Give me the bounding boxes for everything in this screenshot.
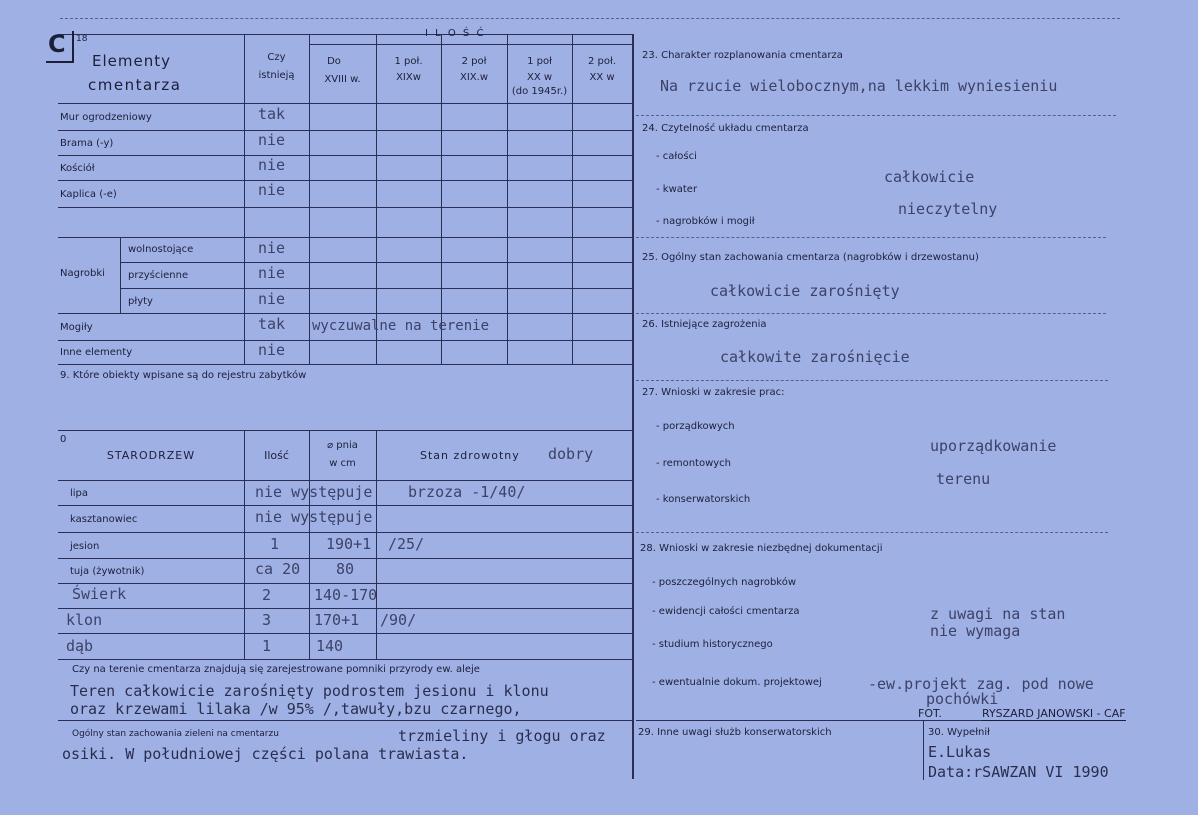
- row-value-kosciol: nie: [258, 156, 286, 174]
- col-p19-2-a: 2 poł: [461, 56, 487, 67]
- q30-date: Data:rSAWZAN VI 1990: [928, 763, 1109, 781]
- row-value-mur: tak: [258, 105, 286, 123]
- tree-name: dąb: [66, 637, 94, 655]
- mogily-label: Mogiły: [60, 322, 93, 333]
- inne-label: Inne elementy: [60, 347, 133, 358]
- q27-item: - remontowych: [656, 458, 731, 469]
- nagrobki-row-label-2: przyścienne: [128, 270, 189, 281]
- q28-item: - poszczególnych nagrobków: [652, 577, 797, 588]
- col-p20-1-b: XX w: [526, 72, 553, 83]
- q28-item: - ewentualnie dokum. projektowej: [652, 677, 822, 688]
- q30-name: E.Lukas: [928, 743, 992, 761]
- title-line1: Elementy: [92, 52, 171, 70]
- row-label-kosciol: Kościół: [60, 163, 95, 174]
- tree-name: lipa: [70, 488, 89, 499]
- pomniki-line1: Teren całkowicie zarośnięty podrostem jesionu i klonu: [70, 682, 549, 700]
- q28-label: 28. Wnioski w zakresie niezbędnej dokumentacji: [640, 543, 883, 554]
- row-label-brama: Brama (-y): [60, 138, 114, 149]
- col-p20-2-b: XX w: [589, 72, 615, 83]
- tree-pnia: 170+1: [314, 611, 360, 629]
- q26-label: 26. Istniejące zagrożenia: [642, 319, 767, 330]
- section-letter: C: [48, 30, 66, 58]
- nagrobki-row-value-2: nie: [258, 264, 286, 282]
- tree-stan: /25/: [388, 535, 425, 553]
- q28-item: - ewidencji całości cmentarza: [652, 606, 800, 617]
- tree-stan: brzoza -1/40/: [408, 483, 526, 501]
- q28-item: - studium historycznego: [652, 639, 773, 650]
- q24-value2: nieczytelny: [898, 200, 998, 218]
- q23-label: 23. Charakter rozplanowania cmentarza: [642, 50, 843, 61]
- q25-value: całkowicie zarośnięty: [710, 282, 900, 300]
- pomniki-label: Czy na terenie cmentarza znajdują się zarejestrowane pomniki przyrody ew. aleje: [72, 664, 480, 675]
- q27-value1: uporządkowanie: [930, 437, 1057, 455]
- tree-pnia: 140-170: [314, 586, 378, 604]
- tree-ilosc: nie występuje: [255, 483, 373, 501]
- q28-value4: pochówki: [926, 690, 999, 708]
- zielen-line2: osiki. W południowej części polana trawiasta.: [62, 745, 469, 763]
- tree-name: jesion: [70, 541, 100, 552]
- starodrzew-col-ilosc: Ilość: [264, 449, 289, 462]
- starodrzew-col-stan: Stan zdrowotny: [420, 449, 520, 462]
- q28-value1: z uwagi na stan: [930, 605, 1066, 623]
- nagrobki-row-label-3: płyty: [128, 296, 153, 307]
- pomniki-line2: oraz krzewami lilaka /w 95% /,tawuły,bzu czarnego,: [70, 700, 522, 718]
- tree-ilosc: ca 20: [255, 560, 301, 578]
- starodrzew-col-pnia-2: w cm: [329, 458, 356, 469]
- q27-item: - porządkowych: [656, 421, 735, 432]
- tree-name: Świerk: [72, 585, 127, 603]
- mogily-note: wyczuwalne na terenie: [312, 318, 490, 334]
- col-p20-2-a: 2 poł.: [587, 56, 617, 67]
- col-p20-1-a: 1 poł: [527, 56, 552, 67]
- tree-pnia: 190+1: [326, 535, 372, 553]
- starodrzew-title: STARODRZEW: [106, 449, 196, 462]
- q24-item: - całości: [656, 151, 697, 162]
- q24-item: - nagrobków i mogił: [656, 216, 755, 227]
- starodrzew-col-pnia-1: ⌀ pnia: [327, 440, 358, 451]
- tree-ilosc: 1: [270, 535, 280, 553]
- zielen-label: Ogólny stan zachowania zieleni na cmentarzu: [72, 729, 279, 739]
- q19-label: 9. Które obiekty wpisane są do rejestru zabytków: [60, 370, 307, 381]
- starodrzew-num: 0: [60, 434, 67, 445]
- q28-value3: -ew.projekt zag. pod nowe: [868, 675, 1094, 693]
- nagrobki-row-value-3: nie: [258, 290, 286, 308]
- q24-item: - kwater: [656, 184, 698, 195]
- q27-label: 27. Wnioski w zakresie prac:: [642, 387, 785, 398]
- starodrzew-stan-value: dobry: [548, 445, 594, 463]
- top-dashed-rule: [60, 18, 1120, 19]
- tree-ilosc: 1: [262, 637, 272, 655]
- q24-value1: całkowicie: [884, 168, 975, 186]
- fot-name: RYSZARD JANOWSKI - CAF: [982, 707, 1126, 720]
- nagrobki-row-label-1: wolnostojące: [128, 244, 194, 255]
- col-p19-1-a: 1 poł.: [394, 56, 423, 67]
- fot-label: FOT.: [918, 707, 942, 720]
- q25-label: 25. Ogólny stan zachowania cmentarza (nagrobków i drzewostanu): [642, 252, 979, 263]
- row-label-mur: Mur ogrodzeniowy: [60, 112, 152, 123]
- q30-label: 30. Wypełnił: [928, 727, 991, 738]
- zielen-line1: trzmieliny i głogu oraz: [398, 727, 606, 745]
- tree-pnia: 140: [316, 637, 344, 655]
- section-number: 18: [76, 34, 88, 44]
- tree-name: tuja (żywotnik): [70, 566, 145, 577]
- col-do18-2: XVIII w.: [324, 74, 361, 85]
- ilosc-header: I L O Ś Ć: [425, 28, 486, 39]
- col-p19-1-b: XIXw: [396, 72, 421, 83]
- row-value-kaplica: nie: [258, 181, 286, 199]
- q27-item: - konserwatorskich: [656, 494, 751, 505]
- col-czy-1: Czy: [267, 52, 286, 63]
- q26-value: całkowite zarośnięcie: [720, 348, 910, 366]
- col-czy-2: istnieją: [258, 70, 295, 81]
- tree-pnia: 80: [336, 560, 355, 578]
- row-label-kaplica: Kaplica (-e): [60, 189, 117, 200]
- title-line2: cmentarza: [88, 76, 182, 94]
- col-do18-1: Do: [327, 56, 341, 67]
- col-p20-1-c: (do 1945r.): [511, 86, 568, 97]
- row-value-brama: nie: [258, 131, 286, 149]
- tree-name: kasztanowiec: [70, 514, 138, 525]
- q23-value: Na rzucie wielobocznym,na lekkim wyniesieniu: [660, 77, 1058, 95]
- tree-ilosc: 3: [262, 611, 272, 629]
- q27-value2: terenu: [936, 470, 991, 488]
- mogily-value: tak: [258, 315, 286, 333]
- tree-name: klon: [66, 611, 103, 629]
- col-p19-2-b: XIX.w: [459, 72, 488, 83]
- q24-label: 24. Czytelność układu cmentarza: [642, 123, 809, 134]
- tree-ilosc: nie występuje: [255, 508, 373, 526]
- q29-label: 29. Inne uwagi służb konserwatorskich: [638, 727, 832, 738]
- nagrobki-label: Nagrobki: [60, 268, 105, 279]
- nagrobki-row-value-1: nie: [258, 239, 286, 257]
- tree-stan: /90/: [380, 611, 417, 629]
- tree-ilosc: 2: [262, 586, 272, 604]
- inne-value: nie: [258, 341, 286, 359]
- q28-value2: nie wymaga: [930, 622, 1021, 640]
